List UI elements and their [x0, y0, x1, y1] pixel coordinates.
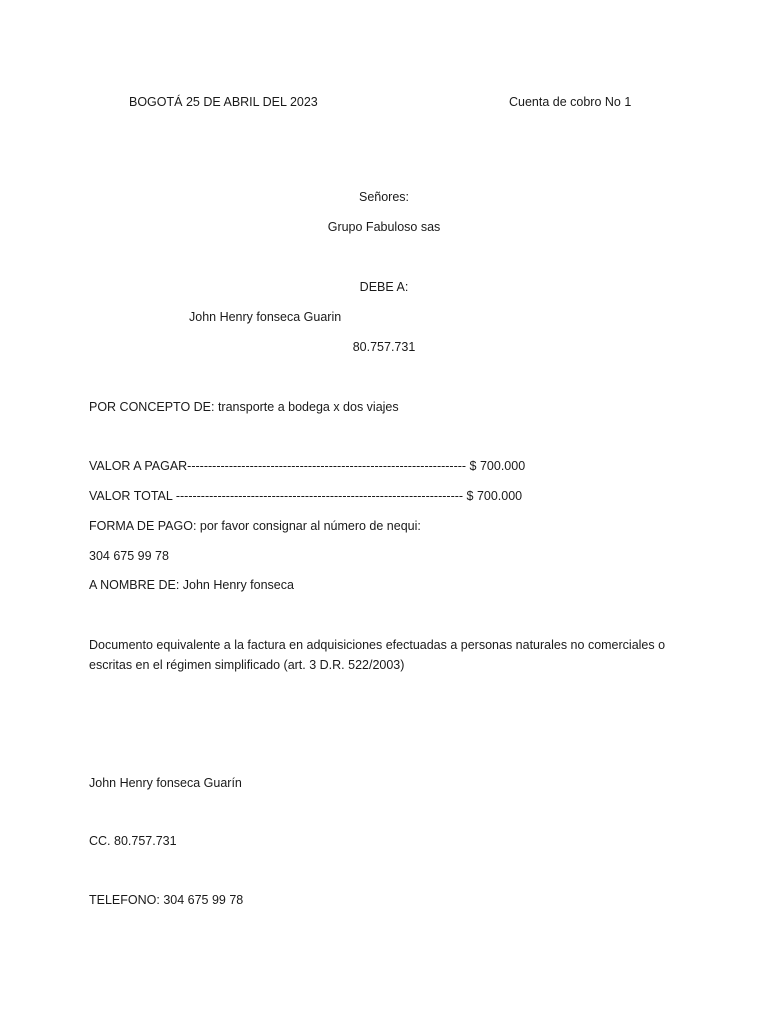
recipient-company: Grupo Fabuloso sas — [327, 220, 441, 234]
debtor-id-number: 80.757.731 — [352, 340, 416, 354]
payment-name: A NOMBRE DE: John Henry fonseca — [89, 578, 294, 592]
signature-name: John Henry fonseca Guarín — [89, 776, 242, 790]
debtor-label: DEBE A: — [359, 280, 409, 294]
recipient-salutation: Señores: — [358, 190, 410, 204]
legal-note: Documento equivalente a la factura en adquisiciones efectuadas a personas naturales no comerciales o escritas en el régimen simplificado (art. 3 D.R. 522/2003) — [89, 638, 666, 672]
amount-to-pay: VALOR A PAGAR------------------------------------------------------------------- $ 700.000 — [89, 459, 526, 473]
signature-telephone: TELEFONO: 304 675 99 78 — [89, 893, 244, 907]
document-date: BOGOTÁ 25 DE ABRIL DEL 2023 — [129, 95, 318, 109]
concept-line: POR CONCEPTO DE: transporte a bodega x dos viajes — [89, 400, 399, 414]
debtor-name: John Henry fonseca Guarin — [189, 310, 342, 324]
payment-method: FORMA DE PAGO: por favor consignar al número de nequi: — [89, 519, 421, 533]
payment-phone: 304 675 99 78 — [89, 549, 169, 563]
amount-total: VALOR TOTAL --------------------------------------------------------------------- $ 700.000 — [89, 489, 523, 503]
signature-cc: CC. 80.757.731 — [89, 834, 177, 848]
invoice-number: Cuenta de cobro No 1 — [509, 95, 632, 109]
